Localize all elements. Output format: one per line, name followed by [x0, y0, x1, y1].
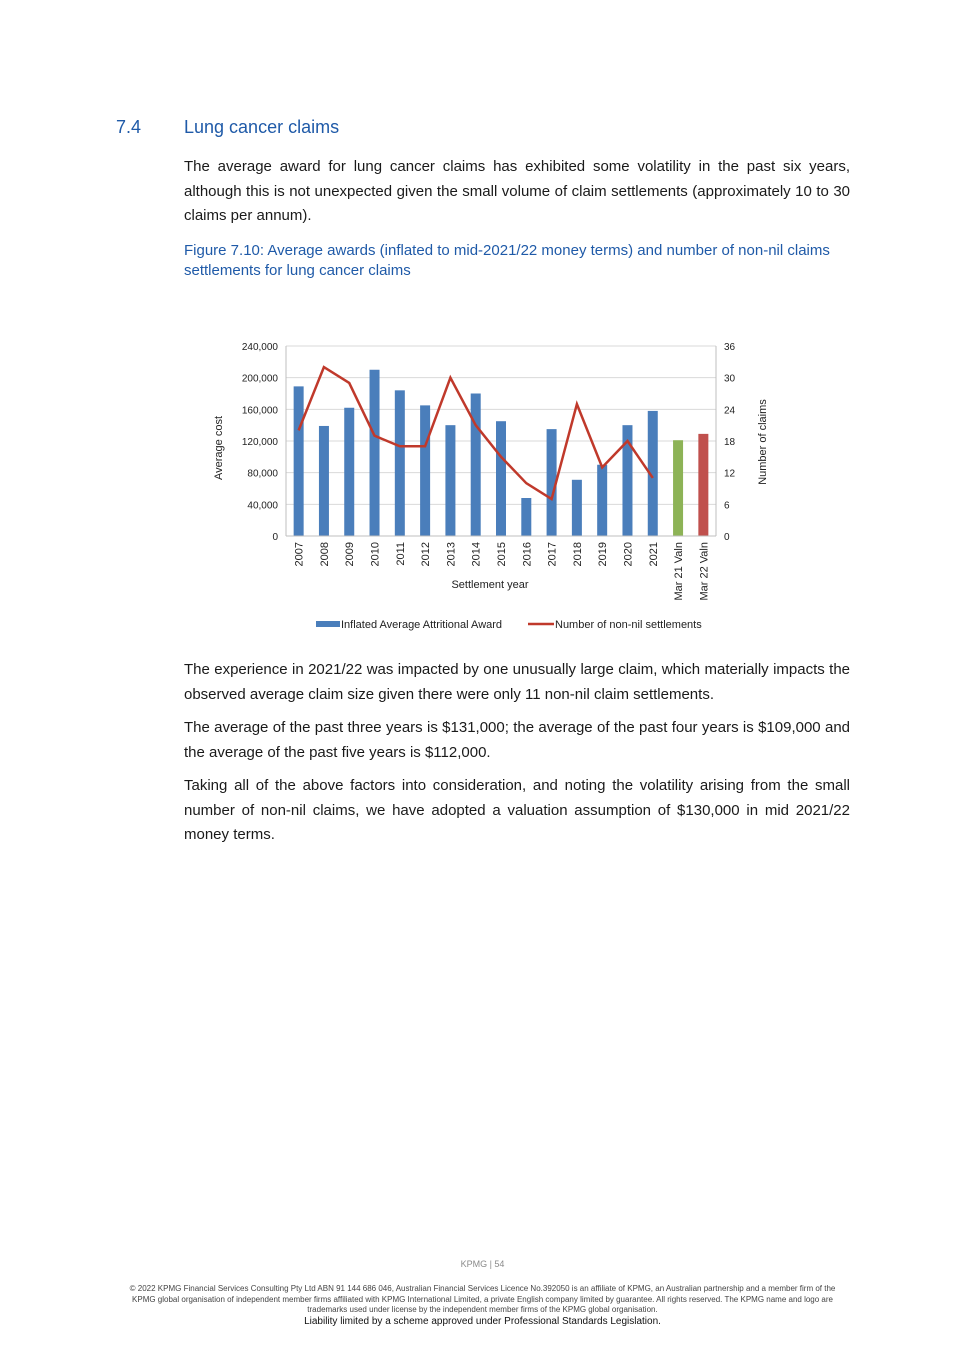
- x-tick-label: Mar 22 Valn: [698, 542, 711, 601]
- x-tick-label: 2020: [622, 542, 635, 567]
- paragraph-averages: The average of the past three years is $131,000; the average of the past four years is $109,000 and the average of the past five years is $112,000.: [184, 719, 850, 761]
- y-tick-label: 240,000: [241, 342, 278, 353]
- legend-label-bars: Inflated Average Attritional Award: [341, 619, 503, 631]
- x-tick-label: 2012: [420, 542, 433, 567]
- bar: [445, 425, 455, 536]
- bar: [420, 405, 430, 536]
- bar: [294, 386, 304, 536]
- figure-caption: Figure 7.10: Average awards (inflated to mid-2021/22 money terms) and number of non-nil claims settlements for lung cancer claims: [184, 242, 830, 279]
- x-tick-label: 2009: [344, 542, 357, 567]
- footer-liability: Liability limited by a scheme approved under Professional Standards Legislation.: [304, 1316, 661, 1327]
- bar: [698, 434, 708, 536]
- x-tick-label: 2021: [647, 542, 660, 567]
- y2-tick-label: 12: [724, 468, 736, 480]
- bar: [370, 370, 380, 536]
- x-tick-label: 2008: [318, 542, 331, 567]
- y-tick-label: 120,000: [241, 437, 278, 448]
- section-title: Lung cancer claims: [184, 117, 340, 137]
- legend-swatch-bars: [316, 621, 340, 627]
- footer-legal-text: © 2022 KPMG Financial Services Consulting Pty Ltd ABN 91 144 686 046, Australian Financial Services Licence No.392050 is an affiliate of KPMG, an Australian partnership and a member firm of the KPMG global organisation of independent member firms affiliated with KPMG International Limited, a private English company limited by guarantee. All rights reserved. The KPMG name and logo are trademarks used under license by the independent member firms of the KPMG global organisation.: [129, 1284, 836, 1314]
- x-tick-label: 2015: [496, 542, 508, 567]
- paragraph-assumption: Taking all of the above factors into consideration, and noting the volatility arising from the small number of non-nil claims, we have adopted a valuation assumption of $130,000 in mid 2021/22 money terms.: [184, 777, 850, 843]
- x-tick-label: 2018: [571, 542, 584, 567]
- section-number: 7.4: [116, 117, 142, 137]
- bar: [673, 440, 683, 536]
- bar: [496, 421, 506, 536]
- y-tick-label: 200,000: [241, 373, 278, 385]
- bar: [471, 394, 481, 537]
- x-tick-label: 2016: [521, 542, 534, 567]
- x-tick-label: 2011: [394, 542, 407, 566]
- x-tick-label: 2014: [470, 542, 483, 567]
- y-tick-label: 0: [272, 532, 278, 543]
- x-tick-label: Mar 21 Valn: [673, 542, 686, 601]
- y2-tick-label: 18: [724, 437, 736, 448]
- x-tick-label: 2019: [597, 542, 610, 567]
- bar: [521, 498, 531, 536]
- y2-tick-label: 0: [724, 532, 730, 543]
- combo-chart: [200, 330, 790, 640]
- y2-tick-label: 6: [724, 500, 730, 512]
- y-axis-title: Average cost: [213, 415, 225, 481]
- y2-tick-label: 36: [724, 342, 736, 353]
- bar: [319, 426, 329, 536]
- y-tick-label: 160,000: [241, 405, 278, 417]
- page-footer-number: KPMG | 54: [460, 1259, 505, 1269]
- paragraph-experience: The experience in 2021/22 was impacted by one unusually large claim, which materially impacts the observed average claim size given there were only 11 non-nil claim settlements.: [184, 661, 850, 703]
- y-tick-label: 40,000: [247, 500, 278, 512]
- bar: [395, 390, 405, 536]
- x-tick-label: 2013: [445, 542, 458, 567]
- x-axis-title: Settlement year: [451, 579, 529, 591]
- y2-axis-title: Number of claims: [757, 399, 769, 485]
- y2-tick-label: 30: [724, 373, 736, 385]
- bar: [572, 480, 582, 536]
- x-tick-label: 2007: [293, 542, 306, 567]
- x-tick-label: 2010: [369, 542, 382, 567]
- legend-label-line: Number of non-nil settlements: [555, 619, 702, 631]
- y-tick-label: 80,000: [247, 468, 278, 480]
- bar: [597, 465, 607, 536]
- y2-tick-label: 24: [724, 405, 736, 417]
- bar: [344, 408, 354, 536]
- intro-paragraph: The average award for lung cancer claims has exhibited some volatility in the past six years, although this is not unexpected given the small volume of claim settlements (approximately 10 to 30 claims per annum).: [184, 158, 850, 224]
- x-tick-label: 2017: [546, 542, 559, 567]
